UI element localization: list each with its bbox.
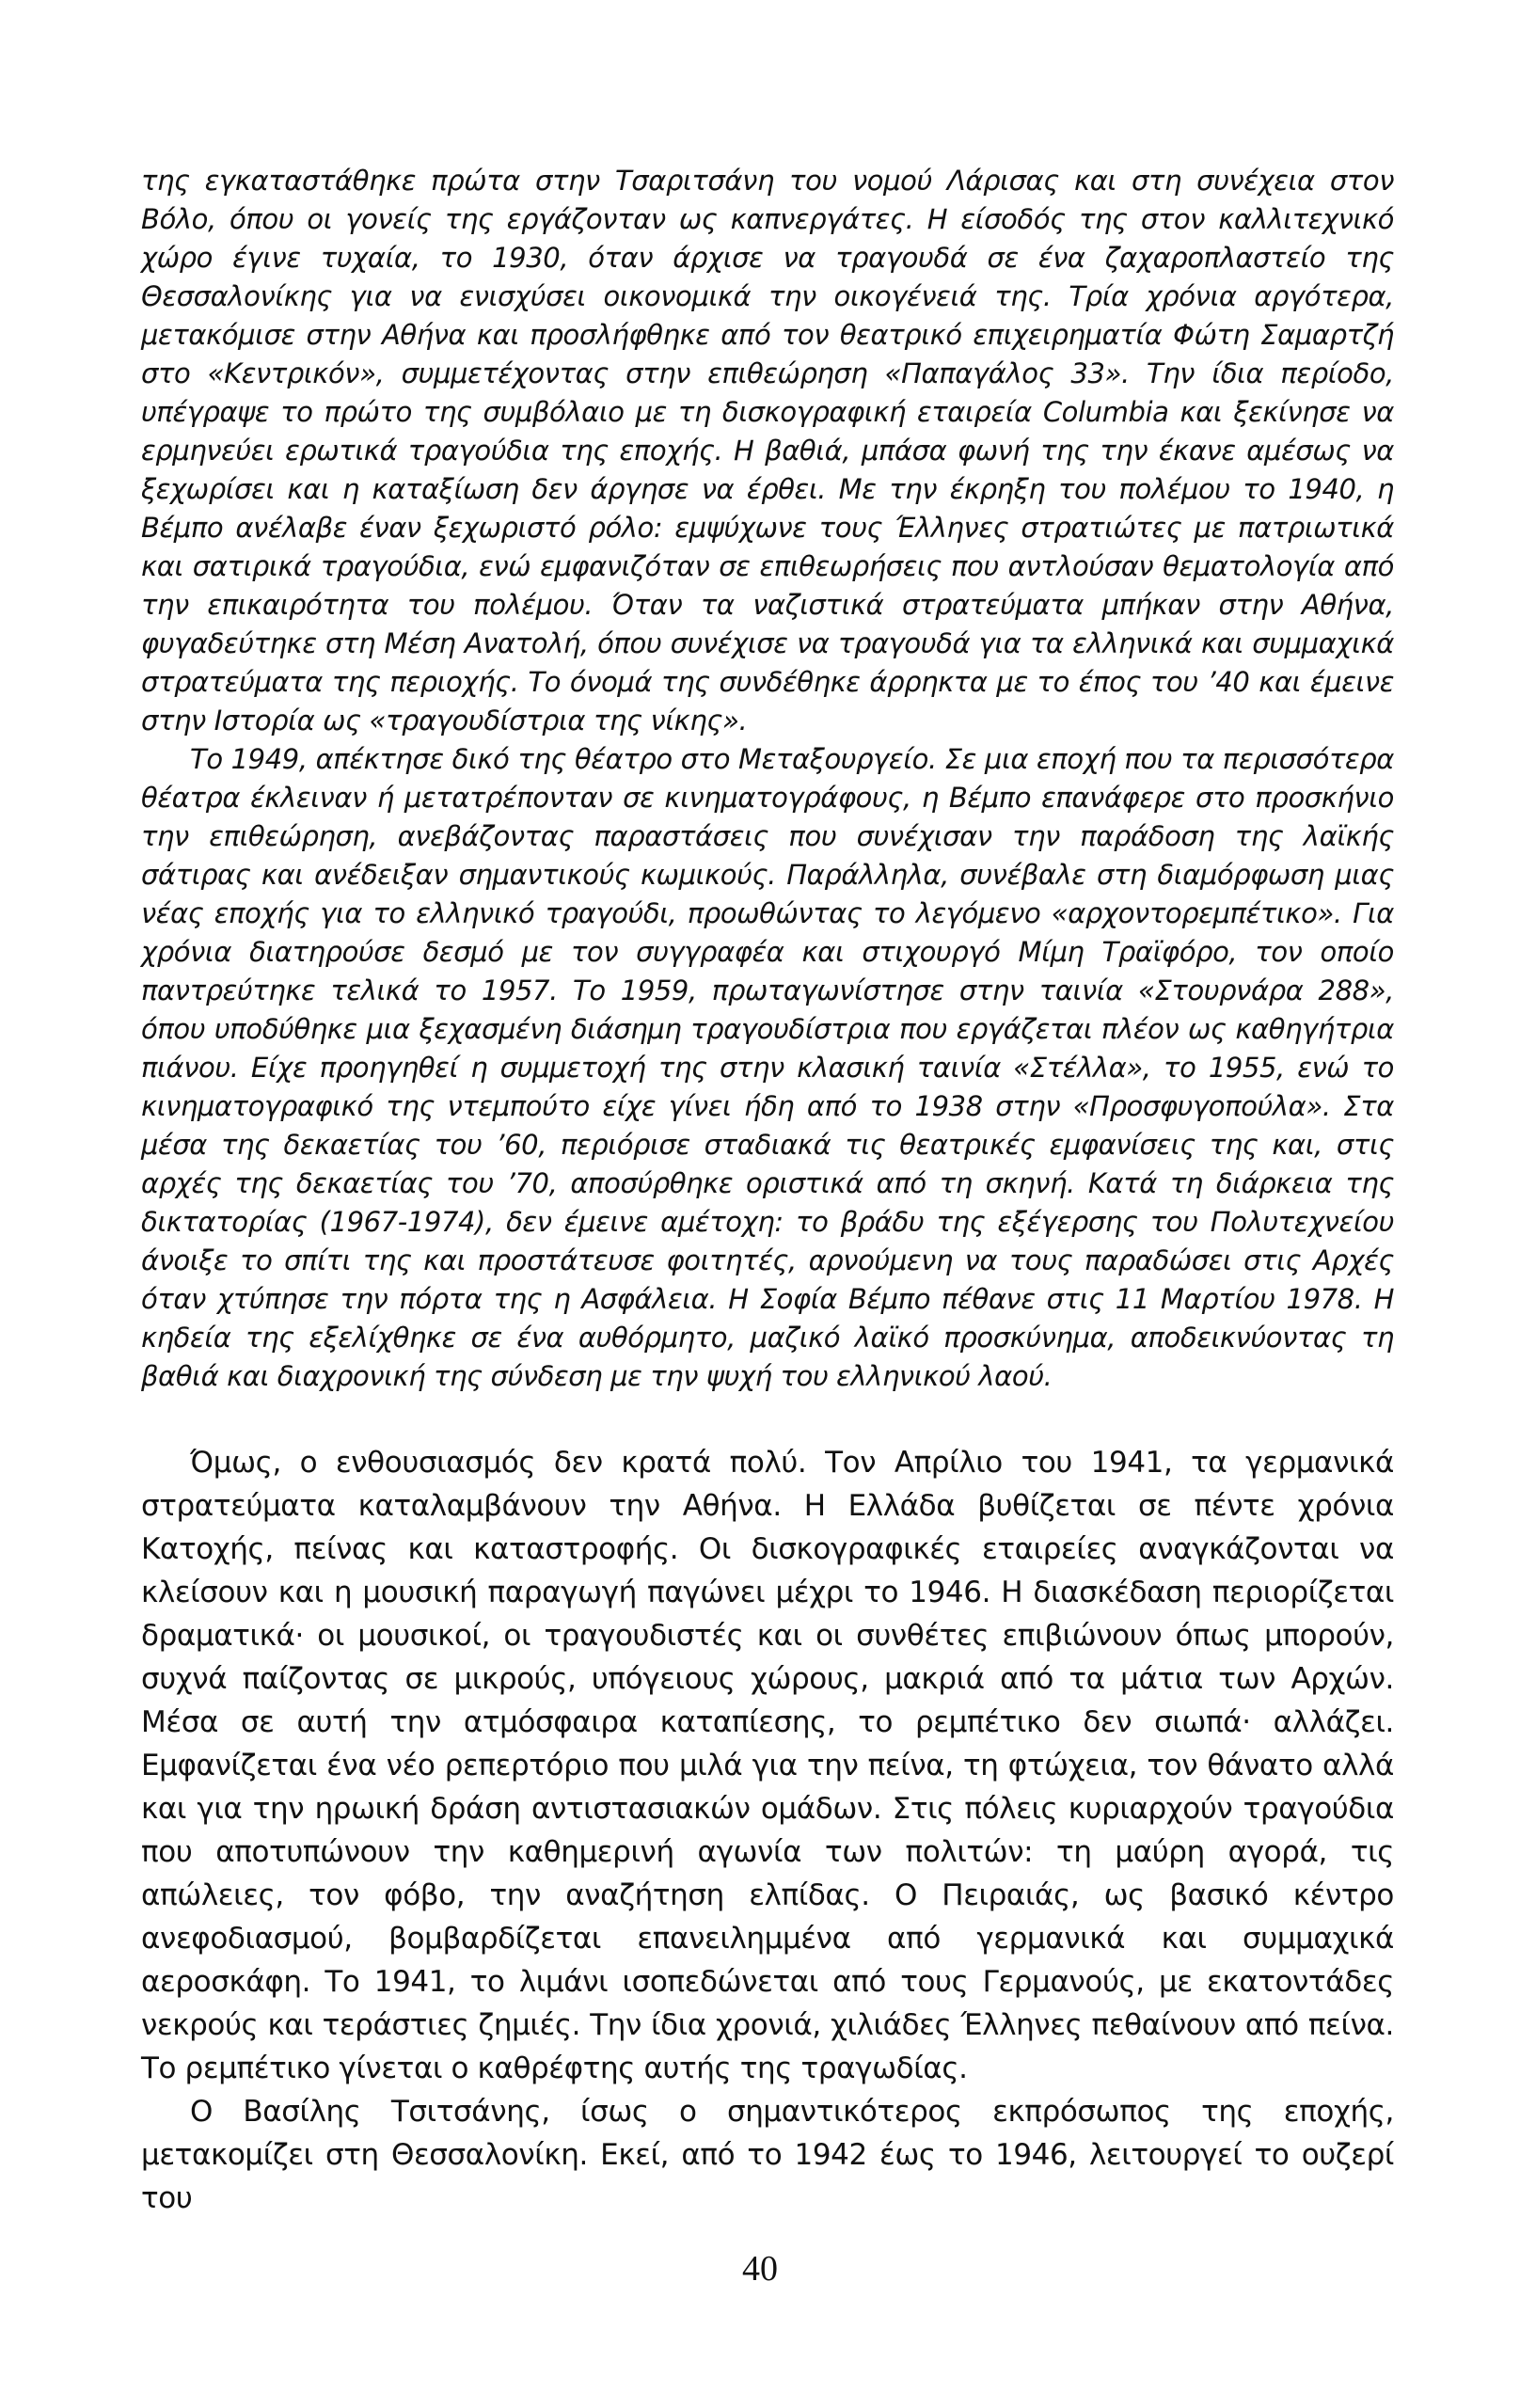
paragraph-occupation-1941: Όμως, ο ενθουσιασμός δεν κρατά πολύ. Τον Απρίλιο του 1941, τα γερμανικά στρατεύματα καταλαμβάνουν την Αθήνα. Η Ελλάδα βυθίζεται σε πέντε χρόνια Κατοχής, πείνας και καταστροφής. Οι δισκογραφικές εταιρείες αναγκάζονται να κλείσουν και η μουσική παραγωγή παγώνει μέχρι το 1946. Η διασκέδαση περιορίζεται δραματικά· οι μουσικοί, οι τραγουδιστές και οι συνθέτες επιβιώνουν όπως μπορούν, συχνά παίζοντας σε μικρούς, υπόγειους χώρους, μακριά από τα μάτια των Αρχών. Μέσα σε αυτή την ατμόσφαιρα καταπίεσης, το ρεμπέτικο δεν σιωπά· αλλάζει. Εμφανίζεται ένα νέο ρεπερτόριο που μιλά για την πείνα, τη φτώχεια, τον θάνατο αλλά και για την ηρωική δράση αντιστασιακών ομάδων. Στις πόλεις κυριαρχούν τραγούδια που αποτυπώνουν την καθημερινή αγωνία των πολιτών: τη μαύρη αγορά, τις απώλειες, τον φόβο, την αναζήτηση ελπίδας. Ο Πειραιάς, ως βασικό κέντρο ανεφοδιασμού, βομβαρδίζεται επανειλημμένα από γερμανικά και συμμαχικά αεροσκάφη. Το 1941, το λιμάνι ισοπεδώνεται από τους Γερμανούς, με εκατοντάδες νεκρούς και τεράστιες ζημιές. Την ίδια χρονιά, χιλιάδες Έλληνες πεθαίνουν από πείνα. Το ρεμπέτικο γίνεται ο καθρέφτης αυτής της τραγωδίας. bbox=[141, 1446, 1394, 2085]
paragraph-tsitsanis: Ο Βασίλης Τσιτσάνης, ίσως ο σημαντικότερος εκπρόσωπος της εποχής, μετακομίζει στη Θεσσαλονίκη. Εκεί, από το 1942 έως το 1946, λειτουργεί το ουζερί του bbox=[141, 2095, 1394, 2215]
paragraph-bio-1949: Το 1949, απέκτησε δικό της θέατρο στο Μεταξουργείο. Σε μια εποχή που τα περισσότερα θέατρα έκλειναν ή μετατρέπονταν σε κινηματογράφους, η Βέμπο επανάφερε στο προσκήνιο την επιθεώρηση, ανεβάζοντας παραστάσεις που συνέχισαν την παράδοση της λαϊκής σάτιρας και ανέδειξαν σημαντικούς κωμικούς. Παράλληλα, συνέβαλε στη διαμόρφωση μιας νέας εποχής για το ελληνικό τραγούδι, προωθώντας το λεγόμενο «αρχοντορεμπέτικο». Για χρόνια διατηρούσε δεσμό με τον συγγραφέα και στιχουργό Μίμη Τραϊφόρο, τον οποίο παντρεύτηκε τελικά το 1957. Το 1959, πρωταγωνίστησε στην ταινία «Στουρνάρα 288», όπου υποδύθηκε μια ξεχασμένη διάσημη τραγουδίστρια που εργάζεται πλέον ως καθηγήτρια πιάνου. Είχε προηγηθεί η συμμετοχή της στην κλασική ταινία «Στέλλα», το 1955, ενώ το κινηματογραφικό της ντεμπούτο είχε γίνει ήδη από το 1938 στην «Προσφυγοπούλα». Στα μέσα της δεκαετίας του ’60, περιόρισε σταδιακά τις θεατρικές εμφανίσεις της και, στις αρχές της δεκαετίας του ’70, αποσύρθηκε οριστικά από τη σκηνή. Κατά τη διάρκεια της δικτατορίας (1967-1974), δεν έμεινε αμέτοχη: το βράδυ της εξέγερσης του Πολυτεχνείου άνοιξε το σπίτι της και προστάτευσε φοιτητές, αρνούμενη να τους παραδώσει στις Αρχές όταν χτύπησε την πόρτα της η Ασφάλεια. Η Σοφία Βέμπο πέθανε στις 11 Μαρτίου 1978. Η κηδεία της εξελίχθηκε σε ένα αυθόρμητο, μαζικό λαϊκό προσκύνημα, αποδεικνύοντας τη βαθιά και διαχρονική της σύνδεση με την ψυχή του ελληνικού λαού. bbox=[141, 743, 1394, 1392]
paragraph-bio-continuation: της εγκαταστάθηκε πρώτα στην Τσαριτσάνη του νομού Λάρισας και στη συνέχεια στον Βόλο, όπου οι γονείς της εργάζονταν ως καπνεργάτες. Η είσοδός της στον καλλιτεχνικό χώρο έγινε τυχαία, το 1930, όταν άρχισε να τραγουδά σε ένα ζαχαροπλαστείο της Θεσσαλονίκης για να ενισχύσει οικονομικά την οικογένειά της. Τρία χρόνια αργότερα, μετακόμισε στην Αθήνα και προσλήφθηκε από τον θεατρικό επιχειρηματία Φώτη Σαμαρτζή στο «Κεντρικόν», συμμετέχοντας στην επιθεώρηση «Παπαγάλος 33». Την ίδια περίοδο, υπέγραψε το πρώτο της συμβόλαιο με τη δισκογραφική εταιρεία Columbia και ξεκίνησε να ερμηνεύει ερωτικά τραγούδια της εποχής. Η βαθιά, μπάσα φωνή της την έκανε αμέσως να ξεχωρίσει και η καταξίωση δεν άργησε να έρθει. Με την έκρηξη του πολέμου το 1940, η Βέμπο ανέλαβε έναν ξεχωριστό ρόλο: εμψύχωνε τους Έλληνες στρατιώτες με πατριωτικά και σατιρικά τραγούδια, ενώ εμφανιζόταν σε επιθεωρήσεις που αντλούσαν θεματολογία από την επικαιρότητα του πολέμου. Όταν τα ναζιστικά στρατεύματα μπήκαν στην Αθήνα, φυγαδεύτηκε στη Μέση Ανατολή, όπου συνέχισε να τραγουδά για τα ελληνικά και συμμαχικά στρατεύματα της περιοχής. Το όνομά της συνδέθηκε άρρηκτα με το έπος του ’40 και έμεινε στην Ιστορία ως «τραγουδίστρια της νίκης». bbox=[141, 165, 1394, 737]
text-block bbox=[141, 162, 1394, 2220]
page-number: 40 bbox=[742, 2249, 778, 2289]
